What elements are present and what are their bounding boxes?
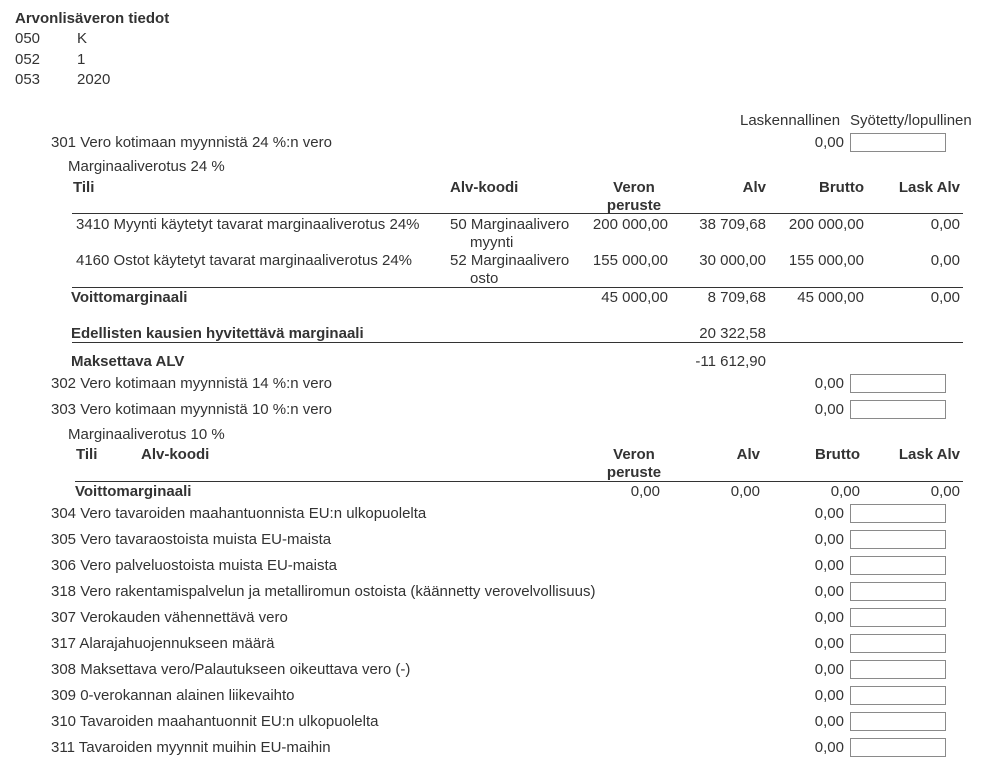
row-307-input[interactable] xyxy=(850,608,946,627)
margin24-payable-vat: -11 612,90 xyxy=(695,353,766,370)
margin10-margin-calc-vat: 0,00 xyxy=(930,483,960,500)
margin24-row-vat: 38 709,68 xyxy=(699,216,766,233)
row-306-value: 0,00 xyxy=(814,557,844,574)
row-301-input[interactable] xyxy=(850,133,946,152)
margin10-header-calc-vat: Lask Alv xyxy=(898,446,960,463)
margin24-row-vat-code: 52 Marginaalivero osto xyxy=(450,252,570,287)
margin24-row-account: 3410 Myynti käytetyt tavarat marginaaliverotus 24% xyxy=(76,216,420,233)
row-311-input[interactable] xyxy=(850,738,946,757)
row-305-input[interactable] xyxy=(850,530,946,549)
row-305-value: 0,00 xyxy=(814,531,844,548)
row-306-label: 306 Vero palveluostoista muista EU-maista xyxy=(51,557,337,574)
row-303-value: 0,00 xyxy=(814,401,844,418)
margin24-previous-label: Edellisten kausien hyvitettävä marginaali xyxy=(71,325,364,342)
row-317-label: 317 Alarajahuojennukseen määrä xyxy=(51,635,275,652)
field-value-053: 2020 xyxy=(77,71,111,88)
margin24-row-vat-code: 50 Marginaalivero myynti xyxy=(450,216,570,251)
margin10-header-gross: Brutto xyxy=(815,446,860,463)
row-311-value: 0,00 xyxy=(814,739,844,756)
margin24-margin-vat: 8 709,68 xyxy=(707,289,766,306)
row-317-value: 0,00 xyxy=(814,635,844,652)
margin24-margin-label: Voittomarginaali xyxy=(71,289,188,306)
row-301-label: 301 Vero kotimaan myynnistä 24 %:n vero xyxy=(51,134,332,151)
margin24-row-calc-vat: 0,00 xyxy=(930,252,960,269)
row-317-input[interactable] xyxy=(850,634,946,653)
row-308-input[interactable] xyxy=(850,660,946,679)
row-311-label: 311 Tavaroiden myynnit muihin EU-maihin xyxy=(51,739,331,756)
margin24-row-account: 4160 Ostot käytetyt tavarat marginaaliverotus 24% xyxy=(76,252,413,269)
margin10-margin-label: Voittomarginaali xyxy=(75,483,192,500)
row-302-label: 302 Vero kotimaan myynnistä 14 %:n vero xyxy=(51,375,332,392)
margin10-header-base: Veron peruste xyxy=(606,446,662,481)
row-302-value: 0,00 xyxy=(814,375,844,392)
row-307-label: 307 Verokauden vähennettävä vero xyxy=(51,609,288,626)
margin24-previous-vat: 20 322,58 xyxy=(699,325,766,342)
margin10-margin-base: 0,00 xyxy=(630,483,660,500)
margin24-row-vat: 30 000,00 xyxy=(699,252,766,269)
margin24-header-base: Veron peruste xyxy=(606,179,662,214)
row-309-value: 0,00 xyxy=(814,687,844,704)
margin24-row-base: 200 000,00 xyxy=(592,216,668,233)
margin24-margin-calc-vat: 0,00 xyxy=(930,289,960,306)
column-header-entered: Syötetty/lopullinen xyxy=(850,112,972,129)
row-304-label: 304 Vero tavaroiden maahantuonnista EU:n ulkopuolelta xyxy=(51,505,427,522)
margin24-header-gross: Brutto xyxy=(819,179,864,196)
margin10-header-vat: Alv xyxy=(736,446,760,463)
margin24-header-vat-code: Alv-koodi xyxy=(450,179,519,196)
margin24-row-base: 155 000,00 xyxy=(592,252,668,269)
margin24-rows-divider xyxy=(72,287,963,288)
margin24-row-gross: 200 000,00 xyxy=(788,216,864,233)
margin10-title: Marginaaliverotus 10 % xyxy=(68,426,225,443)
margin24-previous-divider xyxy=(72,342,963,343)
page-title: Arvonlisäveron tiedot xyxy=(15,10,170,27)
row-306-input[interactable] xyxy=(850,556,946,575)
row-318-label: 318 Vero rakentamispalvelun ja metalliromun ostoista (käännetty verovelvollisuus) xyxy=(51,583,596,600)
margin24-header-divider xyxy=(72,213,963,214)
row-310-input[interactable] xyxy=(850,712,946,731)
row-301-value: 0,00 xyxy=(814,134,844,151)
row-303-input[interactable] xyxy=(850,400,946,419)
field-code-050: 050 xyxy=(15,30,41,47)
margin10-margin-vat: 0,00 xyxy=(730,483,760,500)
row-318-input[interactable] xyxy=(850,582,946,601)
margin24-payable-label: Maksettava ALV xyxy=(71,353,185,370)
row-304-value: 0,00 xyxy=(814,505,844,522)
row-308-label: 308 Maksettava vero/Palautukseen oikeuttava vero (-) xyxy=(51,661,411,678)
column-header-computed: Laskennallinen xyxy=(740,112,841,129)
margin10-header-divider xyxy=(75,481,963,482)
row-309-label: 309 0-verokannan alainen liikevaihto xyxy=(51,687,295,704)
row-304-input[interactable] xyxy=(850,504,946,523)
margin10-header-account: Tili xyxy=(76,446,98,463)
margin10-header-vat-code: Alv-koodi xyxy=(141,446,210,463)
margin24-margin-base: 45 000,00 xyxy=(601,289,668,306)
row-309-input[interactable] xyxy=(850,686,946,705)
margin24-row-calc-vat: 0,00 xyxy=(930,216,960,233)
field-code-052: 052 xyxy=(15,51,41,68)
margin24-header-calc-vat: Lask Alv xyxy=(898,179,960,196)
row-318-value: 0,00 xyxy=(814,583,844,600)
field-value-052: 1 xyxy=(77,51,86,68)
margin24-row-gross: 155 000,00 xyxy=(788,252,864,269)
margin24-header-vat: Alv xyxy=(742,179,766,196)
margin10-margin-gross: 0,00 xyxy=(830,483,860,500)
margin24-title: Marginaaliverotus 24 % xyxy=(68,158,225,175)
field-code-053: 053 xyxy=(15,71,41,88)
row-308-value: 0,00 xyxy=(814,661,844,678)
margin24-margin-gross: 45 000,00 xyxy=(797,289,864,306)
row-307-value: 0,00 xyxy=(814,609,844,626)
row-310-value: 0,00 xyxy=(814,713,844,730)
margin24-header-account: Tili xyxy=(73,179,95,196)
field-value-050: K xyxy=(77,30,88,47)
row-305-label: 305 Vero tavaraostoista muista EU-maista xyxy=(51,531,332,548)
row-303-label: 303 Vero kotimaan myynnistä 10 %:n vero xyxy=(51,401,332,418)
row-310-label: 310 Tavaroiden maahantuonnit EU:n ulkopuolelta xyxy=(51,713,379,730)
row-302-input[interactable] xyxy=(850,374,946,393)
